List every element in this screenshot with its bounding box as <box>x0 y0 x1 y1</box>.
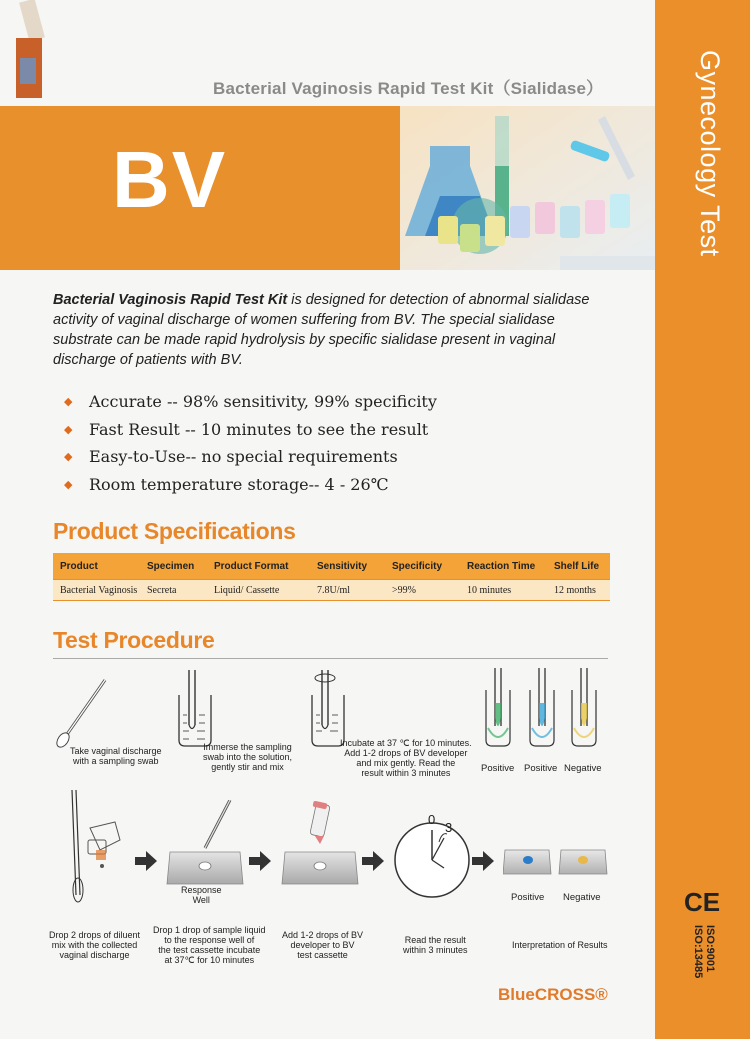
specs-header: Sensitivity <box>310 553 385 580</box>
clock-label-zero: 0 <box>428 812 436 827</box>
brand-logo: BlueCROSS® <box>498 985 608 1004</box>
specs-cell: 10 minutes <box>460 580 547 601</box>
specs-cell: Bacterial Vaginosis <box>53 580 140 601</box>
feature-item: ◆ Room temperature storage-- 4 - 26℃ <box>64 474 389 494</box>
feature-item: ◆ Easy-to-Use-- no special requirements <box>64 447 398 467</box>
lab-photo-image <box>400 106 655 270</box>
sidebar-title-wrap <box>655 50 750 310</box>
diamond-bullet-icon: ◆ <box>64 422 73 436</box>
step2-caption: Immerse the sampling swab into the solution, gently stir and mix <box>203 742 293 772</box>
procedure-divider <box>53 658 608 659</box>
intro-body: is designed for detection of abnormal sialidase activity of vaginal discharge of women suffering from BV. The special sialidase substrate can be made rapid hydrolysis by specific sialidase present in vaginal discharge of patients with BV. <box>53 292 590 368</box>
specs-title: Product Specifications <box>53 518 296 544</box>
ce-mark: CE <box>684 887 721 917</box>
clock-label-three: 3 <box>445 820 453 835</box>
immerse-tube-diagram <box>175 670 215 750</box>
procedure-title: Test Procedure <box>53 627 215 653</box>
arrow-right-icon <box>362 851 384 871</box>
arrow-right-icon <box>472 851 494 871</box>
corner-tab-graphic <box>14 0 50 100</box>
tube-label: Positive <box>481 763 515 774</box>
step6-caption: Add 1-2 drops of BV developer to BV test cassette <box>282 930 364 960</box>
sidebar-title: Gynecology Test <box>694 50 725 257</box>
iso-13485: ISO:13485 <box>692 925 704 979</box>
step5-caption: Drop 1 drop of sample liquid to the response well of the test cassette incubate at 37℃ for 10 minutes <box>153 925 266 965</box>
dropper-bottle-diagram <box>60 790 140 910</box>
specs-row <box>53 580 610 601</box>
cassette-developer-diagram <box>280 800 360 885</box>
step1-caption: Take vaginal discharge with a sampling swab <box>70 746 162 766</box>
tube-label: Negative <box>564 763 602 774</box>
bv-title: BV <box>112 135 228 224</box>
specs-cell: >99% <box>385 580 460 601</box>
result-tubes-diagram <box>480 668 600 758</box>
iso-9001: ISO:9001 <box>704 925 716 973</box>
clock-icon <box>392 820 472 900</box>
diamond-bullet-icon: ◆ <box>64 395 73 409</box>
specs-header-row <box>53 553 610 580</box>
specs-cell: 7.8U/ml <box>310 580 385 601</box>
specs-header: Specimen <box>140 553 207 580</box>
cassette-sample-diagram <box>165 800 245 885</box>
specs-cell: 12 months <box>547 580 610 601</box>
cassette-label-negative: Negative <box>563 892 601 903</box>
specs-header: Reaction Time <box>460 553 547 580</box>
intro-lead: Bacterial Vaginosis Rapid Test Kit <box>53 292 288 308</box>
arrow-right-icon <box>135 851 157 871</box>
tube-label: Positive <box>524 763 558 774</box>
document-title: Bacterial Vaginosis Rapid Test Kit（Sialidase） <box>213 79 604 98</box>
result-cassettes-diagram <box>503 848 609 876</box>
response-well-label: Response Well <box>181 885 222 905</box>
specs-header: Shelf Life <box>547 553 610 580</box>
specs-table <box>53 553 610 601</box>
swab-diagram <box>55 670 170 750</box>
feature-item: ◆ Fast Result -- 10 minutes to see the result <box>64 419 429 439</box>
feature-item: ◆ Accurate -- 98% sensitivity, 99% specificity <box>64 392 437 412</box>
arrow-right-icon <box>249 851 271 871</box>
positive-green-tube <box>486 668 510 746</box>
step4-caption: Drop 2 drops of diluent mix with the collected vaginal discharge <box>49 930 141 960</box>
specs-header: Product <box>53 553 140 580</box>
step7-caption: Read the result within 3 minutes <box>403 935 468 955</box>
specs-header: Specificity <box>385 553 460 580</box>
specs-header: Product Format <box>207 553 310 580</box>
cassette-label-positive: Positive <box>511 892 545 903</box>
positive-blue-tube <box>530 668 554 746</box>
intro-paragraph <box>53 290 613 370</box>
diamond-bullet-icon: ◆ <box>64 477 73 491</box>
feature-list <box>64 388 624 498</box>
iso-certifications <box>688 925 728 1005</box>
specs-cell: Liquid/ Cassette <box>207 580 310 601</box>
specs-cell: Secreta <box>140 580 207 601</box>
diamond-bullet-icon: ◆ <box>64 450 73 464</box>
step3-caption: Incubate at 37 ℃ for 10 minutes. Add 1-2 drops of BV developer and mix gently. Read the result within 3 minutes <box>340 738 472 778</box>
negative-yellow-tube <box>572 668 596 746</box>
step8-caption: Interpretation of Results <box>512 940 608 950</box>
